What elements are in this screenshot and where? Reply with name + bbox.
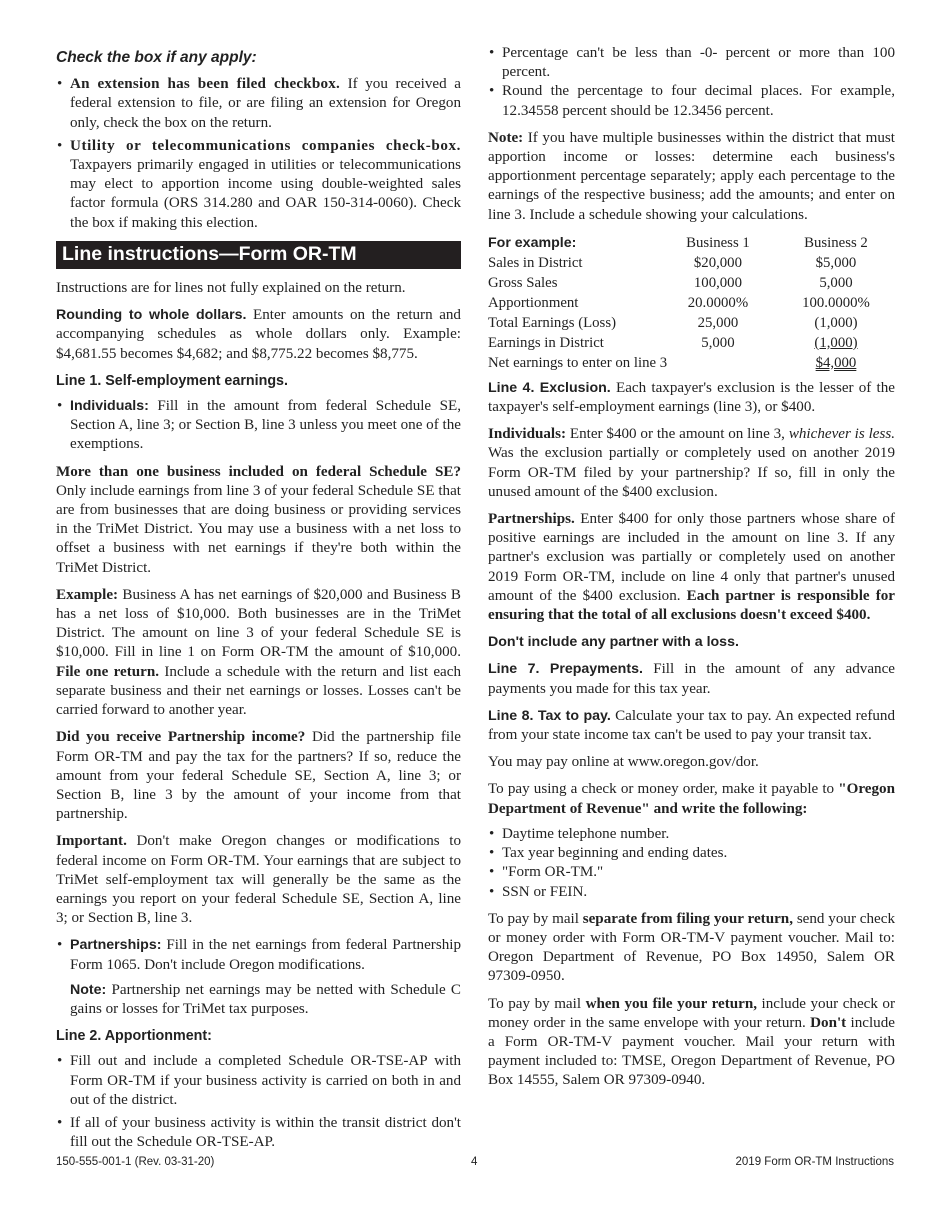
line2-heading: Line 2. Apportionment:	[56, 1028, 212, 1045]
list-item: • Round the percentage to four decimal places. For example, 12.34558 percent should be 12.3456 percent.	[488, 82, 895, 120]
line7-paragraph: Line 7. Prepayments. Fill in the amount of any advance payments you made for this tax year.	[488, 661, 895, 697]
intro-paragraph: Instructions are for lines not fully explained on the return.	[56, 280, 406, 297]
line1-list	[56, 397, 461, 455]
mail-separate-paragraph: To pay by mail separate from filing your return, send your check or money order with Form OR-TM-V payment voucher. Mail to: Oregon Department of Revenue, PO Box 14950, Salem OR 97309-0950.	[488, 910, 895, 985]
table-row: Earnings in District 5,000 (1,000)	[488, 334, 858, 351]
mail-with-return-paragraph: To pay by mail when you file your return, include your check or money order in the same envelope with your return. Don't include a Form OR-TM-V payment voucher. Mail your return with payment included to: TMSE, Oregon Department of Revenue, PO Box 14555, Salem OR 97309-0940.	[488, 995, 895, 1089]
list-item: • Daytime telephone number.	[488, 825, 895, 844]
footer-title: 2019 Form OR-TM Instructions	[735, 1156, 894, 1168]
check-payable-paragraph: To pay using a check or money order, make it payable to "Oregon Department of Revenue" and write the following:	[488, 781, 895, 817]
more-than-one-paragraph: More than one business included on federal Schedule SE? Only include earnings from line 3 of your federal Schedule SE that are from businesses that are doing business or providing services in the TriMet District. You may use a business with a net loss to offset a business with net earnings if they're both within the TriMet District.	[56, 463, 461, 576]
list-item: • Fill out and include a completed Schedule OR-TSE-AP with Form OR-TM if your business activity is carried on both in and out of the district.	[56, 1052, 461, 1110]
example-paragraph: Example: Business A has net earnings of $20,000 and Business B has a net loss of $10,000. Both businesses are in the TriMet District. The amount on line 3 of your federal Schedule SE is $10,000. Fill in line 1 on Form OR-TM the amount of $10,000. File one return. Include a schedule with the return and list each separate business and their net earnings or losses. Losses can't be carried forward to another year.	[56, 586, 461, 719]
important-paragraph: Important. Don't make Oregon changes or modifications to federal income on Form OR-TM. Your earnings that are subject to TriMet self-employment tax will generally be the same as the earnings you report on your federal Schedule SE, Section A, line 3; or Section B, line 3.	[56, 833, 461, 927]
footer-page-number: 4	[471, 1156, 478, 1168]
partnerships-exclusion-paragraph: Partnerships. Enter $400 for only those partners whose share of positive earnings are included in the amount on line 3. If any partner's exclusion was partially or completely used on another 2019 Form OR-TM, include on line 4 only that partner's unused amount of the $400 exclusion. Each partner is responsible for ensuring that the total of all exclusions doesn't exceed $400.	[488, 511, 895, 624]
list-item: • Utility or telecommunications companies check-box. Taxpayers primarily engaged in utilities or telecommunications may elect to apportion income using double-weighted sales factor formula (ORS 314.280 and OAR 150-314-0060). Check the box if making this election.	[56, 137, 461, 233]
partnership-income-paragraph: Did you receive Partnership income? Did the partnership file Form OR-TM and pay the tax for the partners? If so, reduce the amount from your federal Schedule SE, Section A, line 3; or Section B, line 3 by the amount of your income from that partnership.	[56, 729, 461, 823]
list-item: • Individuals: Fill in the amount from federal Schedule SE, Section A, line 3; or Section B, line 3 unless you meet one of the exemptions.	[56, 397, 461, 455]
list-item: • "Form OR-TM."	[488, 863, 895, 882]
example-table	[488, 233, 895, 373]
line4-paragraph: Line 4. Exclusion. Each taxpayer's exclusion is the lesser of the taxpayer's self-employment earnings (line 3), or $400.	[488, 379, 895, 416]
no-loss-note: Don't include any partner with a loss.	[488, 634, 739, 651]
line8-paragraph: Line 8. Tax to pay. Calculate your tax to pay. An expected refund from your state income tax can't be used to pay your transit tax.	[488, 707, 895, 744]
left-column	[56, 44, 461, 1160]
line1-heading: Line 1. Self-employment earnings.	[56, 372, 288, 389]
rounding-paragraph: Rounding to whole dollars. Enter amounts on the return and accompanying schedules as whole dollars only. Example: $4,681.55 becomes $4,682; and $8,775.22 becomes $8,775.	[56, 307, 461, 362]
list-item: • An extension has been filed checkbox. If you received a federal extension to file, or are filing an extension for Oregon only, check the box on the return.	[56, 75, 461, 133]
partnership-note: Note: Partnership net earnings may be netted with Schedule C gains or losses for TriMet tax purposes.	[70, 981, 461, 1017]
check-box-heading: Check the box if any apply:	[56, 49, 257, 66]
percentage-list	[488, 44, 895, 121]
checkbox-instructions-list	[56, 75, 461, 233]
line2-list	[56, 1052, 461, 1152]
individuals-exclusion-paragraph: Individuals: Enter $400 or the amount on line 3, whichever is less. Was the exclusion partially or completely used on another 2019 Form OR-TM filed by your partnership? If so, fill in only the unused amount of the $400 exclusion.	[488, 426, 895, 500]
right-column	[488, 44, 895, 1099]
table-header-row: For example: Business 1 Business 2	[488, 234, 868, 251]
list-item: • Tax year beginning and ending dates.	[488, 844, 895, 863]
list-item: • Partnerships: Fill in the net earnings from federal Partnership Form 1065. Don't include Oregon modifications.	[56, 936, 461, 974]
table-row: Sales in District $20,000 $5,000	[488, 254, 857, 271]
list-item: • Percentage can't be less than -0- percent or more than 100 percent.	[488, 44, 895, 82]
footer-form-id: 150-555-001-1 (Rev. 03-31-20)	[56, 1156, 215, 1168]
table-row: Total Earnings (Loss) 25,000 (1,000)	[488, 314, 858, 331]
section-banner: Line instructions—Form OR-TM	[56, 241, 461, 269]
pay-online-paragraph: You may pay online at www.oregon.gov/dor.	[488, 754, 759, 771]
multiple-business-note: Note: If you have multiple businesses within the district that must apportion income or losses: determine each business's apportionment percentage separately; apply each percentage to the earnings of the respective business; add the amounts; and enter on line 3. Include a schedule showing your calculations.	[488, 129, 896, 223]
table-total-row: Net earnings to enter on line 3 $4,000	[488, 354, 857, 371]
table-row: Gross Sales 100,000 5,000	[488, 274, 853, 291]
check-info-list	[488, 825, 895, 902]
table-row: Apportionment 20.0000% 100.0000%	[488, 294, 870, 311]
list-item: • SSN or FEIN.	[488, 883, 895, 902]
list-item: • If all of your business activity is within the transit district don't fill out the Schedule OR-TSE-AP.	[56, 1114, 461, 1152]
partnerships-list	[56, 936, 461, 974]
